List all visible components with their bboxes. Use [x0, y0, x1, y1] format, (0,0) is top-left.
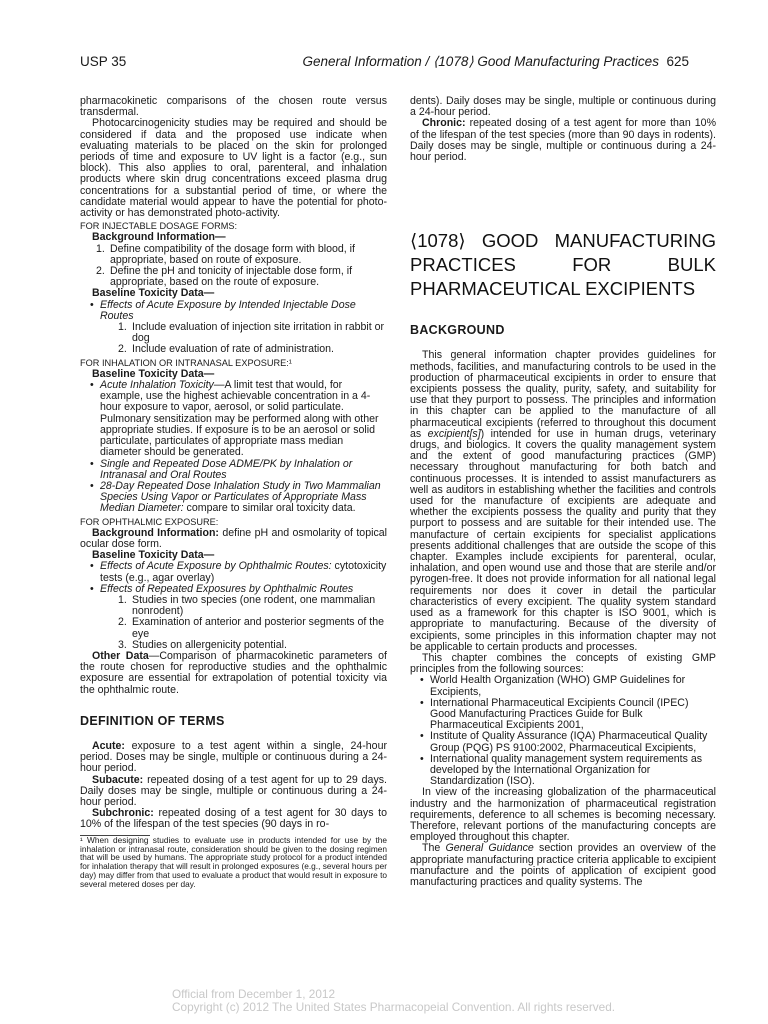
- label: Background Information—: [92, 231, 226, 244]
- left-column: [80, 96, 387, 889]
- footnote: ¹ When designing studies to evaluate use in products intended for use by the inhalation or intranasal route, consideration should be given to the dosing regimen that will be used by humans. The appropriate study protocol for a product intended for inhalation therapy that will result in prolonged exposures (e.g., several hours per day) may differ from that used to evaluate a product that would result in exposure to several metered doses per day.: [80, 834, 388, 890]
- list-item: • Acute Inhalation Toxicity—A limit test that would, for example, use the highest achievable concentration in a 4-hour exposure to vapor, aerosol, or solid particulate. Pulmonary sensitization may be performed along with other appropriate studies. If exposure is to be an aerosol or solid particulate, particulates of appropriate mass median diameter should be generated.: [90, 379, 379, 459]
- paragraph: This general information chapter provides guidelines for methods, facilities, and manufacturing controls to be used in the production of pharmaceutical excipients in order to ensure that excipients possess the quality, purity, safety, and suitability for use that they purport to possess. The principles and information in this chapter can be applied to the manufacture of all pharmaceutical excipients (referred to throughout this document as excipient[s]) intended for use in human drugs, veterinary drugs, and biologics. It covers the quality management system and the extent of good manufacturing practices (GMP) necessary throughout manufacturing for both batch and continuous processes. It is intended to assist manufacturers as well as auditors in establishing whether the facilities and controls used for the manufacture of excipients are adequate and whether the excipients possess the quality and purity that they purport to possess and are suitable for their intended use. The manufacture of certain excipients for specialist applications presents additional challenges that are outside the scope of this chapter. Examples include excipients for parenteral, ocular, inhalation, and open wound use and those that are sterile and/or pyrogen-free. It does not provide information for all national legal requirements nor does it cover in detail the particular characteristics of every excipient. The quality system standard used as a framework for this chapter is ISO 9001, which is appropriate to manufacturing. Because of the diversity of excipients, some principles in this information chapter may not be applicable to certain products and processes.: [410, 349, 716, 653]
- label: Baseline Toxicity Data—: [92, 287, 215, 300]
- subsection-heading: FOR OPHTHALMIC EXPOSURE:: [80, 516, 219, 527]
- list-item: 2. Define the pH and tonicity of injectable dose form, if appropriate, based on the route of exposure.: [96, 265, 353, 289]
- list-item: 1. Studies in two species (one rodent, one mammalian nonrodent): [118, 593, 376, 618]
- paragraph: In view of the increasing globalization of the pharmaceutical industry and the harmonization of pharmaceutical registration requirements, deference to all schemes is becoming necessary. Therefore, relevant portions of the manufacturing concepts are employed throughout this chapter.: [410, 786, 716, 844]
- copyright-footer: [172, 988, 615, 1014]
- paragraph: pharmacokinetic comparisons of the chosen route versus transdermal.: [80, 95, 387, 119]
- list-item: • Effects of Acute Exposure by Intended Injectable Dose Routes: [90, 298, 356, 322]
- running-header-right: [302, 54, 689, 70]
- paragraph: Other Data—Comparison of pharmacokinetic parameters of the route chosen for reproductive studies and the ophthalmic exposure are essential for extrapolation of potential toxicity via the ophthalmic route.: [80, 649, 387, 696]
- definition: Acute: exposure to a test agent within a single, 24-hour period. Doses may be single, multiple or continuous during a 24-hour period.: [80, 739, 387, 775]
- list-item: 1. Define compatibility of the dosage form with blood, if appropriate, based on route of exposure.: [96, 242, 355, 266]
- subsection-heading: FOR INHALATION OR INTRANASAL EXPOSURE:¹: [80, 357, 292, 368]
- paragraph: The General Guidance section provides an overview of the appropriate manufacturing practice criteria applicable to excipient manufacture and the points of application of excipient good manufacturing practices and quality systems. The: [410, 842, 716, 888]
- label: Baseline Toxicity Data—: [92, 549, 215, 562]
- list-item: 1. Include evaluation of injection site irritation in rabbit or dog: [118, 321, 385, 345]
- paragraph: This chapter combines the concepts of existing GMP principles from the following sources:: [410, 651, 716, 676]
- definition: Subchronic: repeated dosing of a test agent for 30 days to 10% of the lifespan of the test species (90 days in ro-: [80, 807, 387, 831]
- header-section: General Information / ⟨1078⟩ Good Manufacturing Practices: [302, 54, 659, 69]
- list-item: • 28-Day Repeated Dose Inhalation Study in Two Mammalian Species Using Vapor or Particulates of Appropriate Mass Median Diameter: compare to similar oral toxicity data.: [90, 479, 381, 515]
- official-date: Official from December 1, 2012: [172, 987, 336, 1001]
- list-item: 2. Include evaluation of rate of administration.: [118, 343, 334, 356]
- list-item: • Effects of Repeated Exposures by Ophthalmic Routes: [90, 582, 354, 595]
- label: Baseline Toxicity Data—: [92, 367, 215, 380]
- list-item: • Effects of Acute Exposure by Ophthalmic Routes: cytotoxicity tests (e.g., agar overlay): [90, 560, 387, 584]
- chapter-title: ⟨1078⟩ GOOD MANUFACTURING PRACTICES FOR BULK PHARMACEUTICAL EXCIPIENTS: [410, 230, 716, 300]
- list-item: • Institute of Quality Assurance (IQA) Pharmaceutical Quality Group (PQG) PS 9100:2002, Pharmaceutical Excipients,: [420, 730, 708, 754]
- section-title: BACKGROUND: [410, 323, 505, 338]
- page-number: 625: [666, 54, 689, 69]
- copyright-notice: Copyright (c) 2012 The United States Pharmacopeial Convention. All rights reserved.: [172, 1000, 616, 1014]
- list-item: • International quality management system requirements as developed by the International Organization for Standardization (ISO).: [420, 752, 703, 788]
- subsection-heading: FOR INJECTABLE DOSAGE FORMS:: [80, 221, 238, 232]
- section-title: DEFINITION OF TERMS: [80, 713, 225, 728]
- running-header-left: USP 35: [80, 54, 127, 69]
- right-column: [410, 96, 716, 888]
- list-item: • International Pharmaceutical Excipients Council (IPEC) Good Manufacturing Practices Guide for Bulk Pharmaceutical Excipients 2001,: [420, 696, 689, 732]
- list-item: • Single and Repeated Dose ADME/PK by Inhalation or Intranasal and Oral Routes: [90, 457, 353, 481]
- paragraph: dents). Daily doses may be single, multiple or continuous during a 24-hour period.: [410, 95, 716, 119]
- definition: Subacute: repeated dosing of a test agent for up to 29 days. Daily doses may be single, multiple or continuous during a 24-hour period.: [80, 773, 387, 808]
- list-item: 2. Examination of anterior and posterior segments of the eye: [118, 616, 385, 640]
- paragraph: Background Information: define pH and osmolarity of topical ocular dose form.: [80, 526, 387, 550]
- definition: Chronic: repeated dosing of a test agent for more than 10% of the lifespan of the test species (more than 90 days in rodents). Daily doses may be single, multiple or continuous during a 24-hour period.: [410, 117, 716, 164]
- paragraph: Photocarcinogenicity studies may be required and should be considered if data and the proposed use indicate when evaluating materials to be placed on the skin for prolonged periods of time and exposure to UV light is a factor (e.g., sun block). This also applies to oral, parenteral, and inhalation products where skin drug concentrations exceed plasma drug concentrations for a substantial period of time, or where the candidate material would appear to have the potential for photo-activity or has demonstrated photo-activity.: [80, 117, 387, 220]
- list-item: 3. Studies on allergenicity potential.: [118, 638, 287, 651]
- list-item: • World Health Organization (WHO) GMP Guidelines for Excipients,: [420, 674, 686, 698]
